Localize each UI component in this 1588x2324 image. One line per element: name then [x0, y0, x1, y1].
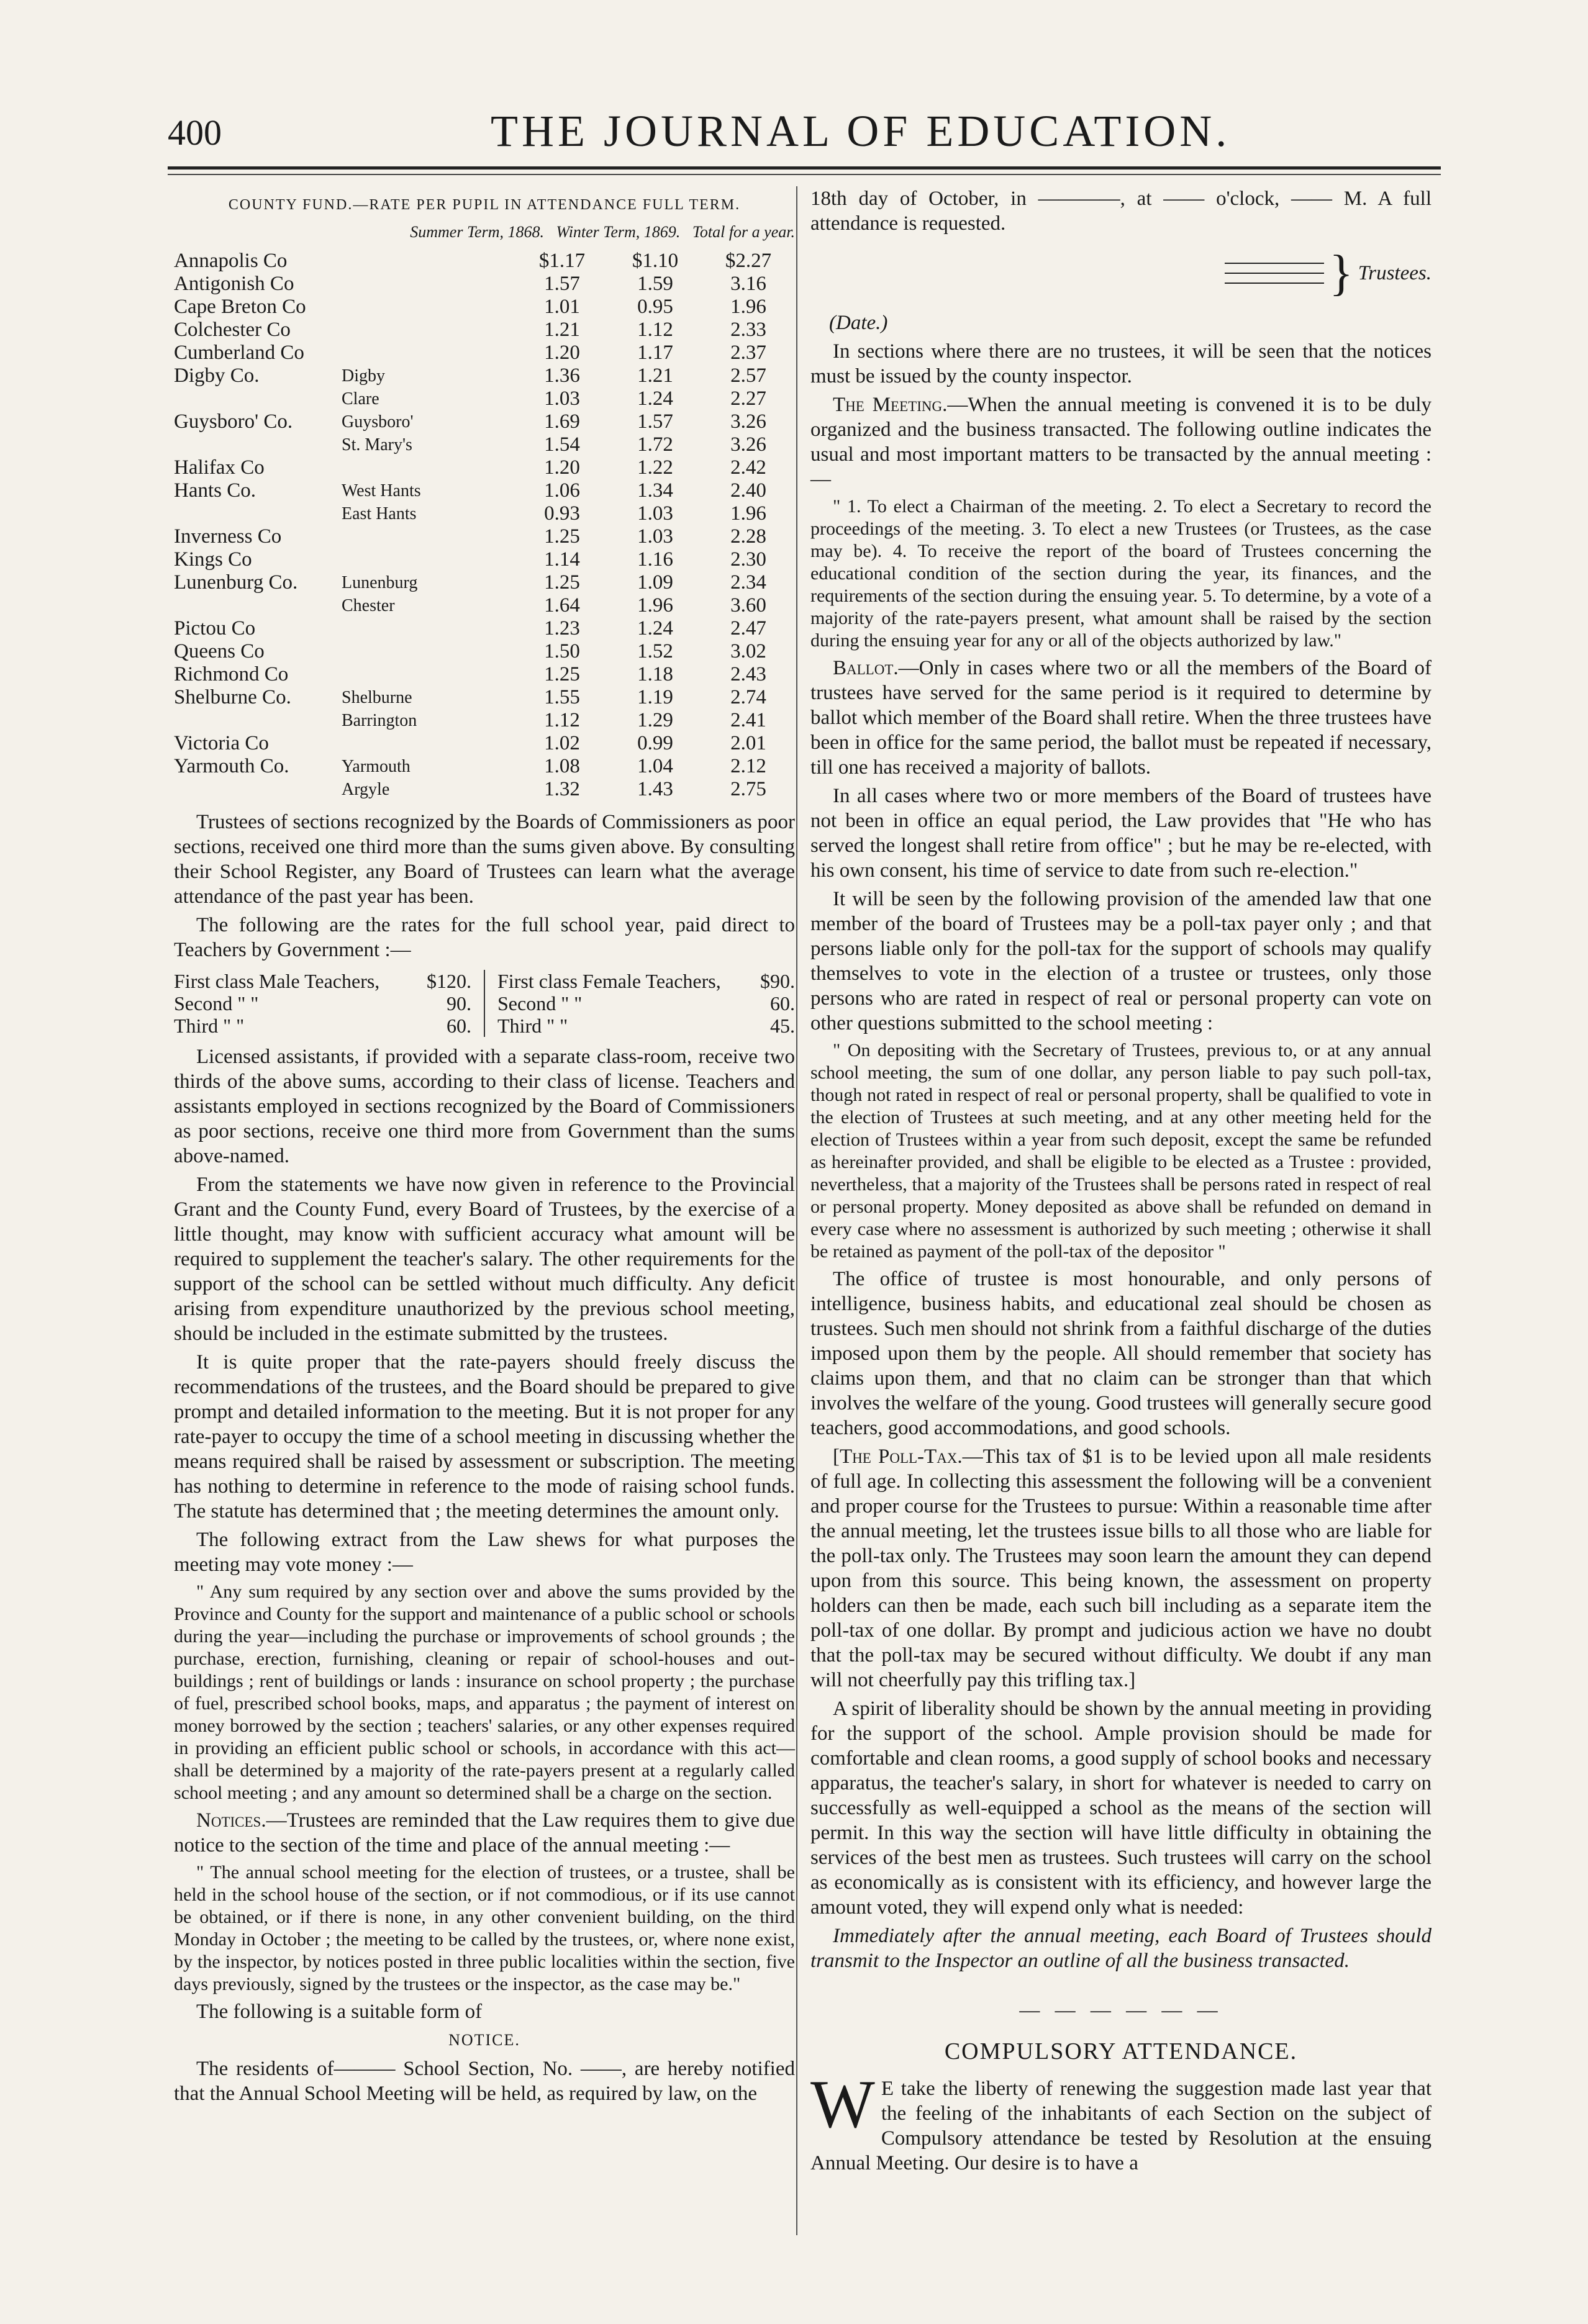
cell-sub	[342, 548, 515, 571]
paragraph: Trustees of sections recognized by the Boards of Commissioners as poor sections, received one third more than the sums given above. By consulting their School Register, any Board of Trustees can learn what the average attendance of the past year has been.	[174, 811, 795, 908]
cell-sub	[342, 525, 515, 548]
compulsory-attendance-text	[810, 2066, 1431, 2176]
cell-total: 2.28	[730, 525, 766, 548]
cell-sub	[342, 732, 515, 755]
table-title: COUNTY FUND.—RATE PER PUPIL IN ATTENDANCE FULL TERM.	[228, 197, 741, 213]
cell-county: Guysboro' Co.	[174, 410, 293, 433]
cell-summer: 1.25	[544, 663, 580, 685]
cell-summer: 1.14	[544, 548, 580, 571]
table-row	[174, 732, 795, 755]
cell-sub: Chester	[342, 596, 395, 615]
teacher-rates	[174, 970, 795, 1037]
polltax-paragraph	[810, 1444, 1431, 1693]
table-row	[174, 663, 795, 686]
cell-summer: 1.02	[544, 732, 580, 754]
rate-row	[174, 1015, 471, 1037]
cell-summer: 1.01	[544, 296, 580, 318]
cell-total: 2.75	[730, 778, 766, 800]
paragraph: From the statements we have now given in reference to the Provincial Grant and the County Fund, every Board of Trustees, by the exercise of a little thought, may know with sufficient accuracy what amount will be required to supplement the teacher's salary. The other requirements for the support of the school can be settled without much difficulty. Any deficit arising from expenditure unauthorized by the previous school meeting, should be included in the estimate submitted by the trustees.	[174, 1173, 795, 1345]
cell-winter: 1.09	[637, 571, 673, 594]
cell-winter: 1.04	[637, 755, 673, 777]
cell-county: Yarmouth Co.	[174, 755, 289, 777]
cell-county	[174, 502, 342, 525]
ballot-heading: Ballot.	[833, 657, 899, 679]
cell-sub	[342, 296, 515, 319]
polltax-text: —This tax of $1 is to be levied upon all male residents of full age. In collecting this assessment the following will be a convenient and proper course for the Trustees to pursue: Within a reasonable time after the annual meeting, let the trustees issue bills to all those who are liable for the poll-tax only. The Trustees may soon learn the amount they can depend upon from this source. This being known, the assessment on property holders can then be made, each such bill including as a separate item the poll-tax of one dollar. By prompt and judicious action we have no doubt that the poll-tax may be secured without difficulty. We doubt if any man will not cheerfully pay this trifling tax.]	[810, 1445, 1431, 1691]
table-row	[174, 433, 795, 456]
cell-total: 2.43	[730, 663, 766, 685]
cell-winter: 1.12	[637, 319, 673, 341]
column-divider	[796, 186, 797, 2235]
paragraph: It is quite proper that the rate-payers should freely discuss the recommendations of the trustees, and the Board should be prepared to give prompt and detailed information to the meeting. But it is not proper for any rate-payer to occupy the time of a school meeting in discussing whether the means required shall be raised by assessment or subscription. The meeting has nothing to determine in reference to the mode of raising school funds. The statute has determined that ; the meeting determines the amount only.	[174, 1351, 795, 1522]
paragraph: In all cases where two or more members of the Board of trustees have not been in office an equal period, the Law provides that "He who has served the longest shall retire from office" ; but he may be re-elected, with his own consent, his time of service to date from such re-election."	[810, 785, 1431, 882]
cell-total: 3.02	[730, 640, 766, 662]
cell-county	[174, 594, 342, 617]
cell-sub	[342, 640, 515, 663]
cell-sub	[342, 250, 515, 273]
cell-sub: Digby	[342, 366, 385, 386]
cell-county: Richmond Co	[174, 663, 289, 685]
cell-sub: East Hants	[342, 504, 417, 523]
table-row	[174, 341, 795, 364]
cell-winter: 1.52	[637, 640, 673, 662]
meeting-heading: The Meeting.	[833, 394, 948, 416]
table-row	[174, 273, 795, 296]
ballot-paragraph	[810, 656, 1431, 780]
cell-summer: 1.21	[544, 319, 580, 341]
meeting-paragraph	[810, 392, 1431, 492]
table-row	[174, 364, 795, 387]
left-column	[174, 186, 795, 2110]
cell-summer: 1.08	[544, 755, 580, 777]
cell-summer: 1.64	[544, 594, 580, 617]
table-row	[174, 640, 795, 663]
cell-county: Victoria Co	[174, 732, 269, 754]
annual-meeting-quote: " The annual school meeting for the election of trustees, or a trustee, shall be held in the school house of the section, or if not commodious, or if its use cannot be obtained, or if there is none, in any other convenient building, on the third Monday in October ; the meeting to be called by the trustees, or, where none exist, by the inspector, by notices posted in three public localities within the section, five days previously, signed by the trustees or the inspector, as the case may be."	[174, 1862, 795, 1994]
table-row	[174, 686, 795, 709]
trustees-signature-block	[810, 246, 1431, 301]
cell-total: 2.42	[730, 456, 766, 479]
paragraph: A spirit of liberality should be shown by the annual meeting in providing for the support of the school. Ample provision should be made for comfortable and clean rooms, a good supply of school books and necessary apparatus, the teacher's salary, in short for whatever is needed to carry on successfully as well-equipped a school as the means of the section will permit. In this way the section will have little difficulty in obtaining the services of the best men as trustees. Such trustees will carry on the school as economically as is consistent with its efficiency, and however large the amount voted, they will expend only what is needed:	[810, 1698, 1431, 1919]
cell-winter: 1.19	[637, 686, 673, 708]
page-number: 400	[168, 112, 222, 153]
cell-sub: Shelburne	[342, 688, 412, 707]
cell-sub: Lunenburg	[342, 573, 418, 592]
cell-summer: 1.36	[544, 364, 580, 387]
notice-form-text: The residents of——— School Section, No. ——, are hereby notified that the Annual School Meeting will be held, as required by law, on the	[174, 2058, 795, 2105]
cell-total: 1.96	[730, 296, 766, 318]
cell-sub: West Hants	[342, 481, 421, 500]
cell-sub: St. Mary's	[342, 435, 412, 454]
header-rule-thin	[168, 174, 1441, 175]
journal-title: THE JOURNAL OF EDUCATION.	[491, 106, 1231, 156]
cell-summer: 1.25	[544, 525, 580, 548]
rate-value: 45.	[770, 1015, 795, 1037]
brace-glyph: }	[1329, 246, 1353, 301]
cell-total: 3.60	[730, 594, 766, 617]
cell-county: Pictou Co	[174, 617, 256, 640]
table-row	[174, 456, 795, 479]
cell-winter: 1.03	[637, 502, 673, 525]
table-row	[174, 617, 795, 640]
rate-label: Second " "	[174, 992, 259, 1015]
cell-county: Inverness Co	[174, 525, 282, 548]
cell-county	[174, 709, 342, 732]
cell-county: Kings Co	[174, 548, 252, 571]
table-row	[174, 594, 795, 617]
cell-winter: 1.17	[637, 341, 673, 364]
rate-row	[497, 992, 795, 1015]
cell-winter: 1.59	[637, 273, 673, 295]
cell-sub	[342, 617, 515, 640]
cell-county	[174, 387, 342, 410]
cell-total: 2.30	[730, 548, 766, 571]
cell-county: Cumberland Co	[174, 341, 304, 364]
cell-total: 1.96	[730, 502, 766, 525]
cell-county: Antigonish Co	[174, 273, 294, 295]
cell-winter: 1.96	[637, 594, 673, 617]
cell-total: 2.74	[730, 686, 766, 708]
cell-summer: 1.55	[544, 686, 580, 708]
cell-total: 3.16	[730, 273, 766, 295]
paragraph: Licensed assistants, if provided with a separate class-room, receive two thirds of the above sums, according to their class of license. Teachers and assistants employed in sections recognized by the Board of Commissioners as poor sections, receive one third more from Government than the sums above-named.	[174, 1046, 795, 1167]
cell-summer: 1.20	[544, 341, 580, 364]
table-row	[174, 250, 795, 273]
cell-winter: 1.24	[637, 387, 673, 410]
cell-summer: 1.32	[544, 778, 580, 800]
rate-label: First class Male Teachers,	[174, 970, 380, 992]
section-separator: — — — — — —	[1019, 1999, 1223, 2022]
paragraph: It will be seen by the following provision of the amended law that one member of the board of Trustees may be a poll-tax payer only ; and that persons liable only for the poll-tax for the support of schools may qualify themselves to vote in the election of a trustee or trustees, only those persons who are rated in respect of real or personal property can vote on other questions submitted to the school meeting :	[810, 888, 1431, 1034]
notice-heading: NOTICE.	[448, 2031, 520, 2049]
paragraph: The following are the rates for the full school year, paid direct to Teachers by Government :—	[174, 914, 795, 961]
cell-total: 3.26	[730, 410, 766, 433]
right-column	[810, 186, 1431, 2179]
header-rule	[168, 166, 1441, 170]
rate-row	[497, 970, 795, 992]
cell-sub	[342, 319, 515, 341]
cell-winter: 1.16	[637, 548, 673, 571]
cell-summer: 1.69	[544, 410, 580, 433]
cell-sub: Yarmouth	[342, 757, 411, 776]
meeting-outline-quote: " 1. To elect a Chairman of the meeting. 2. To elect a Secretary to record the proceedings of the meeting. 3. To elect a new Trustees (or Trustees, as the case may be). 4. To receive the report of the board of Trustees concerning the educational condition of the section during the year, its finances, and the requirements of the section during the ensuing year. 5. To determine, by a vote of a majority of the rate-payers present, what amount shall be raised by the section during the ensuing year for any or all of the objects authorized by law."	[810, 496, 1431, 651]
cell-winter: 1.18	[637, 663, 673, 685]
law-extract-quote: " Any sum required by any section over and above the sums provided by the Province and County for the support and maintenance of a public school or schools during the year—including the purchase or improvements of school grounds ; the purchase, erection, furnishing, cleaning or repair of school-houses and out-buildings ; rent of buildings or lands : insurance on school property ; the purchase of fuel, prescribed school books, maps, and apparatus ; the payment of interest on money borrowed by the section ; teachers' salaries, or any other expenses required in providing an efficient public school or schools, in accordance with this act—shall be determined by a majority of the rate-payers present at a regularly called school meeting ; and any amount so determined shall be a charge on the section.	[174, 1581, 795, 1803]
cell-winter: 0.99	[637, 732, 673, 754]
female-teacher-rates	[485, 970, 795, 1037]
cell-sub	[342, 273, 515, 296]
cell-sub: Guysboro'	[342, 412, 414, 432]
cell-total: $2.27	[725, 250, 772, 272]
cell-winter: 1.24	[637, 617, 673, 640]
table-row	[174, 525, 795, 548]
cell-summer: 1.03	[544, 387, 580, 410]
cell-county: Halifax Co	[174, 456, 265, 479]
cell-summer: $1.17	[538, 250, 586, 272]
cell-total: 3.26	[730, 433, 766, 456]
cell-county: Queens Co	[174, 640, 265, 662]
table-row	[174, 548, 795, 571]
col-header-summer: Summer Term, 1868.	[410, 223, 544, 241]
rate-label: Second " "	[497, 992, 583, 1015]
male-teacher-rates	[174, 970, 485, 1037]
rate-label: First class Female Teachers,	[497, 970, 721, 992]
cell-sub	[342, 456, 515, 479]
table-row	[174, 502, 795, 525]
date-label: (Date.)	[829, 312, 888, 334]
cell-winter: 1.29	[637, 709, 673, 731]
table-row	[174, 479, 795, 502]
cell-county: Colchester Co	[174, 319, 291, 341]
cell-sub: Argyle	[342, 780, 390, 799]
cell-county: Lunenburg Co.	[174, 571, 298, 594]
drop-cap: W	[810, 2066, 875, 2142]
cell-summer: 1.20	[544, 456, 580, 479]
cell-summer: 1.54	[544, 433, 580, 456]
cell-county	[174, 778, 342, 801]
rate-row	[174, 970, 471, 992]
cell-summer: 1.57	[544, 273, 580, 295]
cell-county: Shelburne Co.	[174, 686, 291, 708]
cell-summer: 0.93	[544, 502, 580, 525]
cell-county: Digby Co.	[174, 364, 260, 387]
table-column-headers	[174, 220, 795, 245]
cell-summer: 1.23	[544, 617, 580, 640]
cell-total: 2.37	[730, 341, 766, 364]
cell-total: 2.40	[730, 479, 766, 502]
rate-value: $90.	[760, 970, 795, 992]
rate-row	[497, 1015, 795, 1037]
paragraph: The following is a suitable form of	[196, 2001, 483, 2023]
cell-winter: 1.22	[637, 456, 673, 479]
county-fund-table	[174, 250, 795, 801]
poll-tax-law-quote: " On depositing with the Secretary of Trustees, previous to, or at any annual school meeting, the sum of one dollar, any person liable to pay such poll-tax, though not rated in respect of real or personal property, shall be qualified to vote in the election of Trustees at such meeting, and at any other meeting held for the election of Trustees within a year from such deposit, except the same be refunded as hereinafter provided, and shall be eligible to be elected as a Trustee : provided, nevertheless, that a majority of the Trustees shall be persons rated in respect of real or personal property. Money deposited as above shall be refunded on demand in every case where no assessment is authorized by such meeting ; otherwise it shall be retained as payment of the poll-tax of the depositor "	[810, 1040, 1431, 1262]
cell-winter: $1.10	[632, 250, 679, 272]
cell-sub: Clare	[342, 389, 379, 409]
table-row	[174, 319, 795, 341]
ballot-text: —Only in cases where two or all the members of the Board of trustees have served for the same period is it required to determine by ballot which member of the Board shall retire. When the three trustees have been in office for the same period, the ballot must be repeated if necessary, till one has received a majority of ballots.	[810, 657, 1431, 779]
cell-summer: 1.06	[544, 479, 580, 502]
rate-label: Third " "	[497, 1015, 568, 1037]
cell-total: 2.34	[730, 571, 766, 594]
rate-value: 60.	[447, 1015, 471, 1037]
cell-county	[174, 433, 342, 456]
cell-total: 2.47	[730, 617, 766, 640]
notice-form-continued: 18th day of October, in ————, at —— o'clock, —— M. A full attendance is requested.	[810, 188, 1431, 235]
cell-winter: 1.57	[637, 410, 673, 433]
table-row	[174, 296, 795, 319]
table-row	[174, 778, 795, 801]
compulsory-attendance-title: COMPULSORY ATTENDANCE.	[944, 2038, 1298, 2064]
cell-winter: 1.34	[637, 479, 673, 502]
cell-sub: Barrington	[342, 711, 417, 730]
cell-total: 2.57	[730, 364, 766, 387]
cell-winter: 1.72	[637, 433, 673, 456]
trustees-label: Trustees.	[1358, 262, 1431, 284]
rate-value: 90.	[447, 992, 471, 1015]
cell-county: Annapolis Co	[174, 250, 288, 272]
cell-total: 2.33	[730, 319, 766, 341]
rate-label: Third " "	[174, 1015, 245, 1037]
table-row	[174, 571, 795, 594]
meeting-text: —When the annual meeting is convened it is to be duly organized and the business transacted. The following outline indicates the usual and most important matters to be transacted by the annual meeting :—	[810, 394, 1432, 491]
cell-summer: 1.25	[544, 571, 580, 594]
paragraph: The following extract from the Law shews for what purposes the meeting may vote money :—	[174, 1529, 795, 1576]
cell-winter: 1.03	[637, 525, 673, 548]
cell-county: Cape Breton Co	[174, 296, 306, 318]
cell-winter: 1.43	[637, 778, 673, 800]
cell-sub	[342, 341, 515, 364]
table-row	[174, 410, 795, 433]
notices-paragraph	[174, 1808, 795, 1858]
table-row	[174, 709, 795, 732]
rate-row	[174, 992, 471, 1015]
col-header-total: Total for a year.	[692, 223, 795, 241]
polltax-heading: [The Poll-Tax.	[833, 1445, 963, 1468]
col-header-winter: Winter Term, 1869.	[556, 223, 681, 241]
table-row	[174, 387, 795, 410]
page-header	[168, 93, 1441, 161]
notices-text: —Trustees are reminded that the Law requires them to give due notice to the section of the time and place of the annual meeting :—	[174, 1809, 795, 1856]
cell-total: 2.12	[730, 755, 766, 777]
table-row	[174, 755, 795, 778]
paragraph: Immediately after the annual meeting, each Board of Trustees should transmit to the Inspector an outline of all the business transacted.	[810, 1925, 1431, 1972]
paragraph: The office of trustee is most honourable, and only persons of intelligence, business habits, and educational zeal should be chosen as trustees. Such men should not shrink from a faithful discharge of the duties imposed upon them by the people. All should remember that society has claims upon them, and that no claim can be stronger than that which involves the welfare of the young. Good trustees will generally secure good teachers, good accommodations, and good schools.	[810, 1268, 1431, 1439]
cell-summer: 1.50	[544, 640, 580, 662]
notices-heading: Notices.	[196, 1809, 266, 1832]
cell-winter: 0.95	[637, 296, 673, 318]
cell-county: Hants Co.	[174, 479, 256, 502]
rate-value: 60.	[770, 992, 795, 1015]
compulsory-attendance-body: E take the liberty of renewing the suggestion made last year that the feeling of the inhabitants of each Section on the subject of Compulsory attendance be tested by Resolution at the ensuing Annual Meeting. Our desire is to have a	[810, 2078, 1431, 2174]
cell-total: 2.01	[730, 732, 766, 754]
cell-summer: 1.12	[544, 709, 580, 731]
cell-total: 2.27	[730, 387, 766, 410]
signature-lines	[1225, 254, 1324, 292]
rate-value: $120.	[427, 970, 471, 992]
cell-sub	[342, 663, 515, 686]
cell-total: 2.41	[730, 709, 766, 731]
cell-winter: 1.21	[637, 364, 673, 387]
paragraph: In sections where there are no trustees, it will be seen that the notices must be issued by the county inspector.	[810, 340, 1431, 387]
